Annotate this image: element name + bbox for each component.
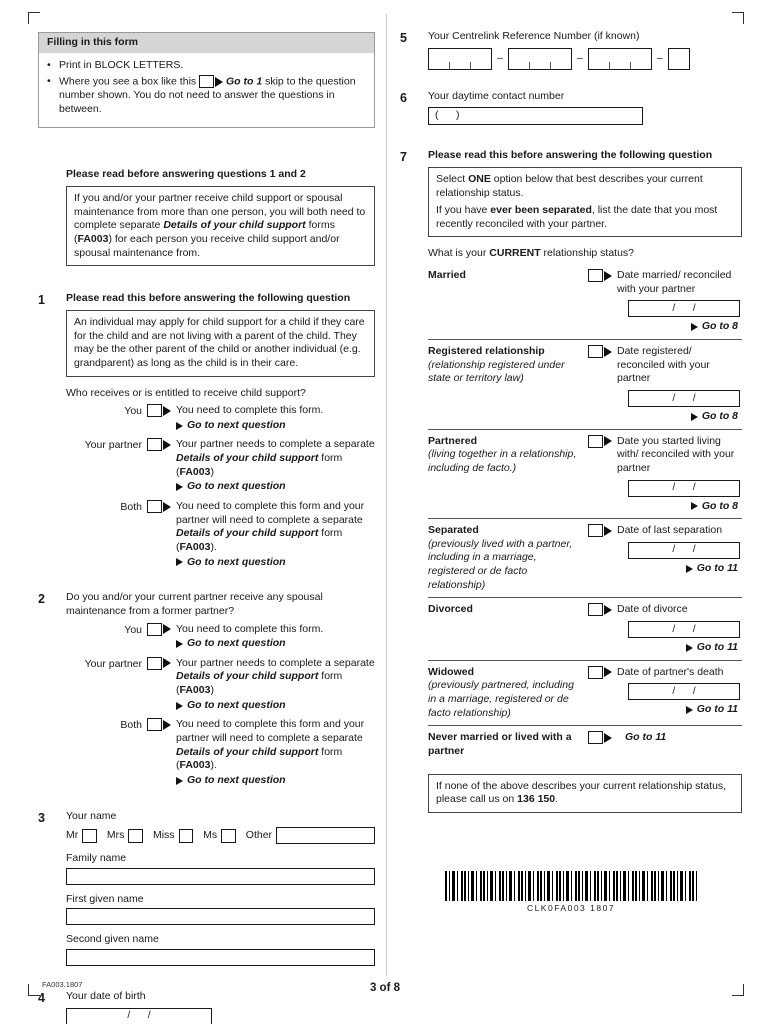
question-4-number: 4: [38, 991, 45, 1006]
relationship-desc: (relationship registered under state or territory law): [428, 358, 565, 385]
checkbox[interactable]: [147, 623, 162, 636]
daytime-contact-number-input[interactable]: ( ): [428, 107, 643, 125]
arrow-icon: [686, 706, 693, 714]
barcode-label: CLK0FA003 1807: [526, 902, 616, 913]
widowed-checkbox-arrow: [588, 666, 612, 679]
page-number: 3 of 8: [369, 982, 401, 995]
phone-number-emphasis: 136 150: [517, 793, 556, 806]
form-name-emphasis: Details of your child support: [176, 452, 319, 465]
question-5-number: 5: [400, 31, 407, 45]
arrow-icon: [215, 77, 223, 87]
arrow-icon: [163, 658, 171, 668]
checkbox[interactable]: [147, 718, 162, 731]
goto-label: Go to 8: [701, 320, 738, 333]
arrow-icon: [686, 565, 693, 573]
option-you: [66, 404, 375, 436]
arrow-icon: [163, 720, 171, 730]
barcode-image: [445, 871, 697, 901]
intro-text: If you and/or your partner receive child support or spousal maintenance from more than one person, you will both need to complete separate: [74, 192, 366, 232]
intro-heading: Please read before answering questions 1 and 2: [66, 168, 306, 181]
partnered-date-input[interactable]: / /: [628, 480, 740, 497]
form-code-emphasis: FA003: [179, 465, 211, 478]
question-text: relationship status?: [540, 247, 635, 260]
filling-box-title: Filling in this form: [39, 33, 374, 53]
question-2-text: Do you and/or your current partner receive any spousal maintenance from a former partner?: [66, 591, 323, 617]
goto-label: Go to 8: [701, 499, 738, 512]
goto-label: Go to 11: [696, 561, 738, 574]
question-2: [38, 591, 375, 793]
goto-8: [588, 410, 742, 424]
goto-label: Go to next question: [187, 637, 286, 650]
arrow-icon: [163, 624, 171, 634]
bullet2-post: skip to the question number shown. You do not need to answer the questions in between.: [59, 75, 356, 115]
note-line-2: [436, 204, 734, 231]
relationship-desc: (previously partnered, including in a marriage, registered or de facto relationship): [428, 679, 574, 719]
option-both-text: [176, 718, 375, 791]
option-both: [66, 718, 375, 791]
intro-text: forms (: [74, 219, 335, 246]
bullet-icon: •: [47, 58, 51, 71]
goto-11: [588, 641, 742, 655]
second-given-name-input[interactable]: [66, 949, 375, 966]
option-your-partner: [66, 438, 375, 498]
tick: [630, 62, 631, 69]
intro-text: ) for each person you receive child support and/or spousal maintenance from.: [74, 233, 340, 259]
arrow-icon: [604, 526, 612, 536]
arrow-icon: [604, 605, 612, 615]
question-7-text: [428, 247, 742, 261]
goto-next-question: [176, 480, 375, 494]
goto-label: Go to 8: [701, 409, 738, 422]
crop-mark-top-left: [28, 12, 40, 24]
option-partner-checkbox-arrow: [147, 438, 171, 451]
arrow-icon: [176, 483, 183, 491]
question-text: What is your: [428, 247, 490, 260]
form-code-emphasis: FA003: [179, 540, 211, 553]
option-instruction: form (: [176, 745, 343, 772]
married-checkbox-arrow: [588, 269, 612, 282]
option-you-text: [176, 623, 375, 655]
goto-next-question: [176, 637, 375, 651]
option-both-label: Both: [120, 719, 142, 732]
goto-8: [588, 320, 742, 334]
question-3-heading: Your name: [66, 809, 117, 822]
question-6-number: 6: [400, 90, 407, 105]
one-emphasis: ONE: [468, 172, 491, 185]
form-code-emphasis: FA003: [179, 759, 211, 772]
goto-label: Go to 11: [696, 703, 738, 716]
crn-group-2-input[interactable]: [508, 48, 572, 70]
checkbox[interactable]: [588, 435, 603, 448]
arrow-icon: [691, 502, 698, 510]
bullet-icon: •: [47, 75, 51, 88]
option-both-checkbox-arrow: [147, 500, 171, 513]
option-partner-text: [176, 657, 375, 717]
crn-check-letter-input[interactable]: [668, 48, 690, 70]
note-line-1: [436, 173, 734, 200]
arrow-icon: [176, 777, 183, 785]
bullet-item: [47, 75, 366, 116]
arrow-icon: [604, 733, 612, 743]
right-column: [400, 30, 742, 914]
date-of-birth-input[interactable]: / /: [66, 1008, 212, 1024]
relationship-row-partnered: [428, 429, 742, 519]
relationship-desc: (living together in a relationship, including de facto.): [428, 448, 577, 474]
widowed-date-input[interactable]: / /: [628, 683, 740, 700]
date-label: Date registered/ reconciled with your partner: [617, 345, 710, 385]
goto-label: Go to next question: [187, 480, 286, 493]
arrow-icon: [604, 347, 612, 357]
question-1-number: 1: [38, 293, 45, 308]
bullet2-pre: Where you see a box like this: [59, 75, 197, 88]
option-instruction: You need to complete this form and your partner will need to complete a separate: [176, 718, 365, 744]
tick: [529, 62, 530, 69]
relationship-label: Separated: [428, 524, 479, 537]
option-you-label: You: [124, 623, 142, 636]
option-both-text: [176, 500, 375, 573]
question-3: [38, 810, 375, 975]
dash: –: [497, 51, 503, 64]
dash: –: [656, 51, 663, 64]
option-instruction: ): [210, 684, 214, 697]
option-you: [66, 623, 375, 655]
title-other-input[interactable]: [276, 827, 375, 844]
bullet-item: [47, 59, 366, 73]
relationship-row-registered: [428, 339, 742, 429]
option-you-text: [176, 404, 375, 436]
arrow-icon: [604, 667, 612, 677]
tick: [470, 62, 471, 69]
title-mr-label: Mr: [66, 828, 79, 841]
divorced-checkbox-arrow: [588, 603, 612, 616]
arrow-icon: [163, 502, 171, 512]
question-7-note-box: [428, 167, 742, 238]
relationship-row-never-married: [428, 725, 742, 763]
second-given-name-label: Second given name: [66, 933, 159, 946]
column-divider: [386, 14, 387, 976]
form-code-emphasis: FA003: [179, 684, 211, 697]
relationship-row-widowed: [428, 660, 742, 726]
title-other-label: Other: [245, 828, 273, 841]
question-7: [400, 149, 742, 813]
option-you-label: You: [124, 405, 142, 418]
checkbox[interactable]: [588, 603, 603, 616]
goto-11: [588, 562, 742, 576]
date-label: Date you started living with/ reconciled with your partner: [617, 434, 735, 474]
option-partner-text: [176, 438, 375, 498]
title-miss-label: Miss: [152, 828, 175, 841]
question-6: [400, 90, 742, 126]
option-you-checkbox-arrow: [147, 623, 171, 636]
relationship-label: Married: [428, 269, 466, 282]
relationship-label: Registered relationship: [428, 345, 545, 358]
goto-next-question: [176, 774, 375, 788]
form-code-emphasis: FA003: [77, 233, 109, 246]
filling-box-body: [39, 53, 374, 128]
title-miss-checkbox[interactable]: [179, 829, 194, 843]
intro-note-block: [38, 168, 375, 276]
arrow-icon: [691, 413, 698, 421]
intro-note-box: [66, 186, 375, 266]
option-instruction: form (: [176, 527, 343, 553]
family-name-input[interactable]: [66, 868, 375, 885]
arrow-icon: [686, 644, 693, 652]
bullet-text: [59, 75, 366, 116]
none-of-the-above-note: [428, 774, 742, 813]
goto-label: Go to 11: [696, 641, 738, 654]
option-instruction: You need to complete this form.: [176, 622, 324, 635]
title-mrs-label: Mrs: [106, 828, 125, 841]
option-instruction: Your partner needs to complete a separate: [176, 656, 375, 669]
option-partner-label: Your partner: [84, 439, 142, 452]
title-options-row: [66, 827, 375, 844]
question-7-number: 7: [400, 150, 407, 165]
form-name-emphasis: Details of your child support: [176, 745, 319, 758]
arrow-icon: [163, 440, 171, 450]
filling-in-this-form-box: [38, 32, 375, 128]
question-1: [38, 292, 375, 575]
tick: [449, 62, 450, 69]
checkbox[interactable]: [147, 404, 162, 417]
option-instruction: Your partner needs to complete a separate: [176, 438, 375, 451]
checkbox[interactable]: [588, 345, 603, 358]
goto-next-question: [176, 556, 375, 570]
checkbox[interactable]: [588, 731, 603, 744]
goto-label: Go to next question: [187, 418, 286, 431]
checkbox[interactable]: [588, 524, 603, 537]
option-instruction: form (: [176, 670, 343, 697]
relationship-label: Divorced: [428, 603, 473, 616]
date-label: Date of divorce: [617, 603, 688, 616]
date-label: Date married/ reconciled with your partner: [617, 269, 732, 295]
arrow-icon: [176, 558, 183, 566]
note-text: Select: [436, 172, 469, 185]
arrow-icon: [604, 271, 612, 281]
arrow-icon: [691, 323, 698, 331]
option-instruction: form (: [176, 452, 343, 478]
option-instruction: You need to complete this form.: [176, 404, 324, 417]
option-instruction: You need to complete this form and your partner will need to complete a separate: [176, 500, 365, 526]
question-1-note-box: An individual may apply for child support for a child if they care for the child and are not living with a parent of the child. They may be the other parent of the child or another individual (e.g. grandparent) as long as the child is in their care.: [66, 310, 375, 377]
first-given-name-label: First given name: [66, 892, 144, 905]
never-married-checkbox-arrow: [588, 731, 612, 744]
registered-date-input[interactable]: / /: [628, 390, 740, 407]
option-partner-checkbox-arrow: [147, 657, 171, 670]
title-ms-label: Ms: [203, 828, 218, 841]
relationship-desc: (previously lived with a partner, including in a marriage, registered or de facto relationship): [428, 537, 573, 591]
goto-next-question: [176, 699, 375, 713]
checkbox[interactable]: [147, 657, 162, 670]
goto-label: Go to 11: [625, 731, 667, 744]
checkbox[interactable]: [147, 438, 162, 451]
checkbox: [199, 75, 214, 88]
form-name-emphasis: Details of your child support: [176, 527, 319, 540]
goto-8: [588, 500, 742, 514]
relationship-row-married: [428, 267, 742, 339]
ever-separated-emphasis: ever been separated: [490, 204, 592, 217]
relationship-row-divorced: [428, 597, 742, 659]
relationship-label: Widowed: [428, 665, 474, 678]
option-both: [66, 500, 375, 573]
tick: [550, 62, 551, 69]
question-1-text: Who receives or is entitled to receive child support?: [66, 386, 306, 399]
crn-input-row: [428, 48, 742, 70]
question-7-heading: Please read this before answering the following question: [428, 149, 713, 162]
crop-mark-top-right: [732, 12, 744, 24]
form-name-emphasis: Details of your child support: [176, 670, 319, 683]
question-4-heading: Your date of birth: [66, 990, 146, 1003]
note-text: option below that best describes your current relationship status.: [436, 172, 703, 199]
date-label: Date of last separation: [617, 524, 723, 537]
question-5: [400, 30, 742, 70]
married-date-input[interactable]: / /: [628, 300, 740, 317]
option-instruction: ).: [210, 540, 217, 553]
option-partner-label: Your partner: [84, 657, 142, 670]
form-name-emphasis: Details of your child support: [163, 219, 306, 232]
goto-next-question: [176, 419, 375, 433]
question-2-number: 2: [38, 592, 45, 607]
note-text: If you have: [436, 204, 491, 217]
tick: [609, 62, 610, 69]
form-code-footer: FA003.1807: [42, 980, 83, 990]
goto-1-label: Go to 1: [226, 75, 263, 88]
title-mrs-checkbox[interactable]: [128, 829, 143, 843]
arrow-icon: [176, 702, 183, 710]
checkbox[interactable]: [588, 666, 603, 679]
registered-checkbox-arrow: [588, 345, 612, 358]
question-3-number: 3: [38, 810, 45, 825]
title-ms-checkbox[interactable]: [221, 829, 236, 843]
example-checkbox-with-arrow: [199, 75, 223, 88]
note-text: , list the date that you most recently reconciled with your partner.: [436, 204, 718, 230]
option-instruction: ): [210, 465, 214, 478]
crn-group-1-input[interactable]: [428, 48, 492, 70]
partnered-checkbox-arrow: [588, 435, 612, 448]
checkbox[interactable]: [147, 500, 162, 513]
arrow-icon: [176, 422, 183, 430]
arrow-icon: [163, 406, 171, 416]
family-name-label: Family name: [66, 852, 127, 865]
bullet-text: Print in BLOCK LETTERS.: [59, 58, 184, 71]
note-text: .: [555, 793, 559, 806]
relationship-row-separated: [428, 518, 742, 597]
question-5-heading: Your Centrelink Reference Number (if known): [428, 30, 640, 42]
option-instruction: ).: [210, 759, 217, 772]
checkbox[interactable]: [588, 269, 603, 282]
goto-label: Go to next question: [187, 773, 286, 786]
date-label: Date of partner's death: [617, 665, 724, 678]
relationship-label: Partnered: [428, 434, 478, 447]
relationship-label: Never married or lived with a partner: [428, 731, 572, 757]
crn-group-3-input[interactable]: [588, 48, 652, 70]
divorced-date-input[interactable]: / /: [628, 621, 740, 638]
barcode-section: [400, 871, 742, 914]
option-both-checkbox-arrow: [147, 718, 171, 731]
current-emphasis: CURRENT: [489, 247, 541, 260]
dash: –: [576, 51, 583, 64]
arrow-icon: [176, 640, 183, 648]
goto-label: Go to next question: [187, 698, 286, 711]
note-text: If none of the above describes your current relationship status, please call us on: [436, 779, 727, 806]
relationship-status-table: [428, 267, 742, 763]
first-given-name-input[interactable]: [66, 908, 375, 925]
separated-date-input[interactable]: / /: [628, 542, 740, 559]
spacer: [38, 168, 66, 276]
option-your-partner: [66, 657, 375, 717]
goto-11: [588, 703, 742, 717]
left-column: [38, 32, 375, 1024]
option-you-checkbox-arrow: [147, 404, 171, 417]
arrow-icon: [604, 436, 612, 446]
question-1-heading: Please read this before answering the following question: [66, 292, 351, 305]
question-6-heading: Your daytime contact number: [428, 89, 565, 102]
option-both-label: Both: [120, 501, 142, 514]
title-mr-checkbox[interactable]: [82, 829, 97, 843]
separated-checkbox-arrow: [588, 524, 612, 537]
goto-label: Go to next question: [187, 555, 286, 568]
